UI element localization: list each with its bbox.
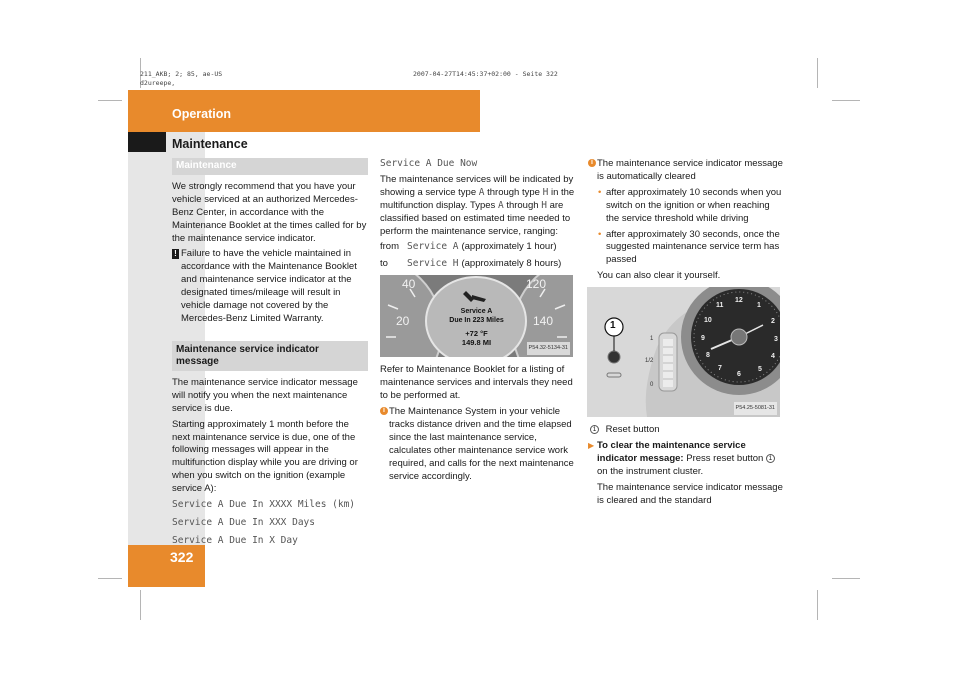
print-meta-line: d2ureepe, <box>140 79 176 87</box>
text-run: through <box>506 199 539 211</box>
step-text: Press reset button <box>686 452 764 464</box>
paragraph: Starting approximately 1 month before the next maintenance service is due, one of the following messages will appear in the multifunction display while you are driving or when you switch on the ignition (example service A): <box>172 418 358 495</box>
clock-number: 8 <box>706 352 710 360</box>
column-1 <box>172 158 368 553</box>
display-line: 149.8 MI <box>461 338 492 348</box>
code: Service A <box>407 241 459 253</box>
text-run: in the multifunction display. Types <box>380 186 575 211</box>
range-desc: (approximately 1 hour) <box>461 241 557 253</box>
step-title: To clear the maintenance service indicator message: <box>597 440 746 464</box>
gauge-label: 40 <box>402 277 416 292</box>
clock-number: 6 <box>737 371 741 379</box>
bullet-text: after approximately 10 seconds when you switch on the ignition or when reaching the service threshold while driving <box>606 186 782 224</box>
display-line: +72 °F <box>465 329 488 339</box>
info-text: The maintenance service indicator message is automatically cleared <box>597 158 783 182</box>
crop-mark <box>817 590 818 620</box>
figure-ref: P54.32-5134-31 <box>527 342 570 355</box>
bullet-text: after approximately 30 seconds, once the suggested maintenance service term has passed <box>606 228 780 266</box>
clock-number: 10 <box>704 317 712 325</box>
paragraph: We strongly recommend that you have your vehicle serviced at an authorized Mercedes-Benz Center, in accordance with the Maintenance Booklet at the times called for by the maintenance service indicator. <box>172 180 367 244</box>
page-number: 322 <box>170 549 194 565</box>
gauge-label: 20 <box>396 314 410 329</box>
range-label: from <box>380 241 399 253</box>
scale-label: 1 <box>650 336 654 343</box>
paragraph: The maintenance service indicator message is cleared and the standard <box>597 481 783 506</box>
print-meta-line: 211_AKB; 2; 85, ae-US <box>140 70 223 78</box>
display-line: Service A <box>460 308 493 316</box>
code: A <box>497 199 504 211</box>
crop-mark <box>98 578 122 579</box>
clock-number: 12 <box>735 297 743 305</box>
code: H <box>541 199 547 211</box>
info-icon: i <box>380 407 388 415</box>
warning-note <box>172 248 368 325</box>
text-run: The maintenance services will be indicated by showing a service type <box>380 173 574 198</box>
clock-number: 7 <box>718 365 722 373</box>
crop-mark <box>832 578 860 579</box>
section-heading: Maintenance <box>172 158 368 175</box>
scale-label: 1/2 <box>645 358 654 365</box>
display-message: Service A Due Now <box>380 158 478 169</box>
legend-text: Reset button <box>605 424 660 436</box>
bullet-item <box>588 187 784 226</box>
bullet-dot: • <box>598 186 602 198</box>
scale-label: 0 <box>650 382 654 389</box>
warning-text: Failure to have the vehicle maintained in accordance with the Maintenance Booklet and maintenance service indicator at the designated times/mileage will result in vehicle damage not covered by the Mercedes-Benz Limited Warranty. <box>181 248 357 324</box>
range-desc: (approximately 8 hours) <box>461 258 562 270</box>
column-2 <box>380 158 576 486</box>
info-icon: i <box>588 159 596 167</box>
gauge-label: 120 <box>526 277 547 292</box>
subsection-title: Maintenance <box>172 137 248 151</box>
paragraph: The maintenance service indicator message will notify you when the next maintenance service is due. <box>172 376 358 414</box>
paragraph: Refer to Maintenance Booklet for a listing of maintenance services and intervals they need to be performed at. <box>380 364 573 402</box>
info-text: The Maintenance System in your vehicle tracks distance driven and the time elapsed since the last maintenance service, calculates other maintenance service work required, and calls for the next maintenance service accordingly. <box>389 405 574 482</box>
figure-legend <box>588 424 784 437</box>
print-meta <box>140 70 222 88</box>
gauge-label: 140 <box>533 314 554 329</box>
crop-mark <box>98 100 122 101</box>
crop-mark <box>817 58 818 88</box>
display-message: Service A Due In XXX Days <box>172 516 315 528</box>
warning-icon: ! <box>172 249 179 259</box>
info-note <box>380 406 576 483</box>
paragraph <box>380 174 576 239</box>
display-message: Service A Due In X Day <box>172 534 298 546</box>
clock-number: 5 <box>758 366 762 374</box>
code: Service H <box>407 258 459 270</box>
bullet-item <box>588 229 784 268</box>
callout-number: 1 <box>610 320 616 332</box>
clock-number: 11 <box>716 302 724 310</box>
display-message: Service A Due In XXXX Miles (km) <box>172 499 356 511</box>
callout-marker: 1 <box>590 425 599 434</box>
instruction-step <box>588 440 784 479</box>
crop-mark <box>832 100 860 101</box>
section-title: Operation <box>172 107 232 121</box>
crop-mark <box>140 590 141 620</box>
header-accent <box>128 132 166 152</box>
bullet-dot: • <box>598 228 602 240</box>
display-line: Due In 223 Miles <box>449 317 504 325</box>
clock-number: 9 <box>701 335 705 343</box>
text-run: are classified based on estimated time needed to perform the maintenance service, ranging: <box>380 199 571 237</box>
step-text: on the instrument cluster. <box>597 465 704 477</box>
callout-marker: 1 <box>766 454 775 463</box>
instrument-cluster-illustration <box>587 287 780 417</box>
arrow-icon: ▶ <box>588 441 595 451</box>
section-heading: Maintenance service indicator message <box>172 341 368 371</box>
column-3 <box>588 158 784 511</box>
clock-number: 2 <box>771 318 775 326</box>
service-range-from <box>380 241 576 254</box>
info-note <box>588 158 784 184</box>
code: H <box>542 186 549 198</box>
service-range-to <box>380 258 576 271</box>
range-label: to <box>380 258 388 270</box>
clock-number: 3 <box>774 336 778 344</box>
clock-number: 4 <box>771 353 775 361</box>
clock-number: 1 <box>757 302 761 310</box>
print-timestamp: 2007-04-27T14:45:37+02:00 - Seite 322 <box>413 70 558 78</box>
cluster-display-figure <box>380 275 573 357</box>
paragraph: You can also clear it yourself. <box>597 270 721 282</box>
instrument-cluster-figure <box>587 287 780 417</box>
code: A <box>478 186 485 198</box>
figure-ref: P54.25-5081-31 <box>734 402 777 415</box>
text-run: through type <box>487 186 540 198</box>
